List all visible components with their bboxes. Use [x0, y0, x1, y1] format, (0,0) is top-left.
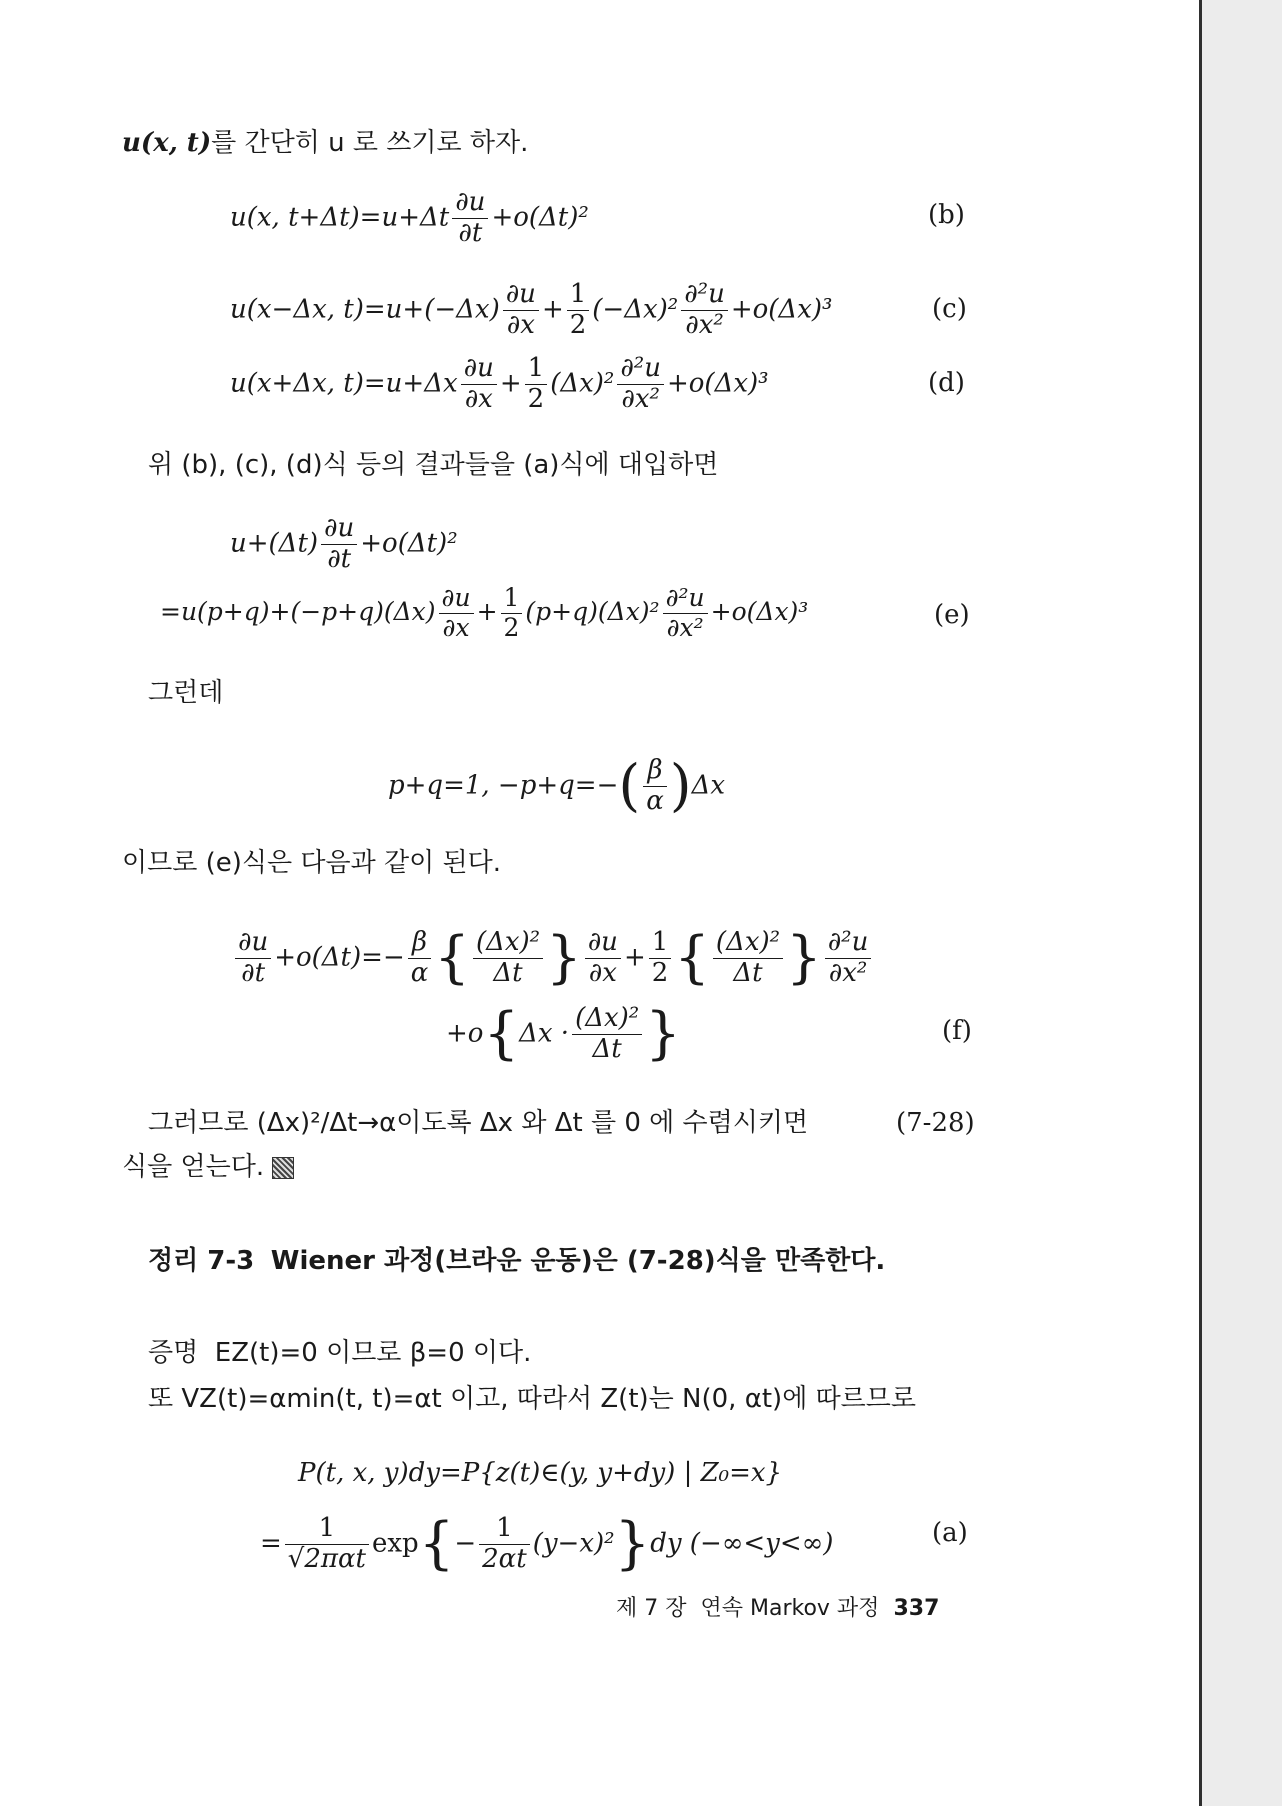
eq-c-half-num: 1 — [567, 280, 590, 311]
proof-line2: 또 VZ(t)=αmin(t, t)=αt 이고, 따라서 Z(t)는 N(0, αt)에 따르므로 — [148, 1384, 917, 1414]
however-text: 그런데 — [148, 678, 224, 708]
eq-f-den2: ∂x² — [828, 957, 868, 988]
substitute-text: 위 (b), (c), (d)식 등의 결과들을 (a)식에 대입하면 — [148, 450, 719, 480]
conclusion-line2 — [122, 1152, 294, 1183]
eq-a-num2: 1 — [479, 1514, 530, 1545]
eq-c-label: (c) — [932, 294, 967, 324]
eq-f-beta-frac — [408, 928, 432, 989]
equation-b — [230, 188, 589, 249]
eq-f-d2u — [825, 928, 872, 989]
equation-d — [230, 354, 769, 415]
eq-f-rbrace1: } — [546, 925, 582, 991]
footer-chapter: 제 7 장 — [616, 1596, 687, 1621]
eq-a-minus: − — [454, 1528, 477, 1559]
eq-a-frac2 — [479, 1514, 530, 1575]
eq-f-den1: ∂x — [588, 957, 617, 988]
eq-d-den2: ∂x² — [621, 383, 660, 414]
viewer-margin — [1202, 0, 1282, 1806]
qed-icon — [272, 1157, 294, 1179]
eq-a-label: (a) — [932, 1518, 968, 1548]
eq-e-rest: +o(Δx)³ — [710, 596, 809, 626]
eq-f-frac0 — [235, 928, 271, 989]
eq-f-den0: ∂t — [241, 957, 266, 988]
eq-f-frac1-num: (Δx)² — [473, 928, 543, 959]
intro-text: 를 간단히 u 로 쓰기로 하자. — [211, 128, 529, 158]
eq-e-frac1 — [439, 584, 474, 643]
eq-e-den1: ∂x — [442, 612, 470, 642]
conclusion-line1: 그러므로 (Δx)²/Δt→α이도록 Δx 와 Δt 를 0 에 수렴시키면 — [148, 1108, 809, 1138]
eq-f-half-den: 2 — [651, 957, 669, 988]
eq-a-lbrace: { — [418, 1511, 455, 1577]
eq-f-num2: ∂²u — [825, 928, 872, 959]
eq-pq-lhs: p+q=1, −p+q=− — [388, 770, 619, 801]
conclusion-ref: (7-28) — [896, 1108, 975, 1138]
page-footer — [616, 1596, 939, 1622]
eq-a-inner: (y−x)² — [532, 1528, 615, 1559]
equation-f-line2 — [446, 1001, 681, 1067]
eq-e-half — [501, 584, 523, 643]
eq-f-frac3 — [572, 1004, 642, 1065]
eq-d-num1: ∂u — [461, 354, 497, 385]
eq-f-lhs-rest: +o(Δt)=− — [274, 942, 405, 973]
eq-d-lhs: u(x+Δx, t)=u+Δx — [230, 368, 458, 399]
proof-line1-text: EZ(t)=0 이므로 β=0 이다. — [214, 1338, 532, 1368]
eq-f-half — [649, 928, 672, 989]
eq-c-lhs: u(x−Δx, t)=u+(−Δx) — [230, 294, 500, 325]
eq-d-mid: (Δx)² — [550, 368, 615, 399]
eq-e-label: (e) — [934, 600, 970, 630]
eq-f-lbrace1: { — [434, 925, 470, 991]
eq-f-num1: ∂u — [585, 928, 621, 959]
footer-page-number: 337 — [893, 1596, 940, 1621]
eq-a-exp: exp — [372, 1528, 419, 1559]
eq-pq-rest: Δx — [691, 770, 726, 801]
eq-e-num2: ∂²u — [663, 584, 708, 614]
eq-c-num1: ∂u — [503, 280, 539, 311]
eq-d-half — [525, 354, 548, 415]
conclusion-line2-text: 식을 얻는다. — [122, 1152, 265, 1182]
eq-c-frac1 — [503, 280, 539, 341]
eq-e-line1-rest: +o(Δt)² — [360, 528, 458, 559]
eq-pq-lparen: ( — [618, 753, 641, 819]
equation-c — [230, 280, 832, 341]
eq-e-half-num: 1 — [501, 584, 523, 614]
eq-f-half-num: 1 — [649, 928, 672, 959]
intro-prefix: u(x, t) — [122, 128, 212, 158]
eq-f-line2-prefix: +o — [446, 1018, 484, 1049]
eq-f-lbrace3: { — [483, 1001, 520, 1067]
eq-e-den2: ∂x² — [666, 612, 704, 642]
eq-c-half — [567, 280, 590, 341]
eq-b-num: ∂u — [452, 188, 488, 219]
footer-title: 연속 Markov 과정 — [700, 1596, 880, 1621]
eq-f-label: (f) — [942, 1016, 972, 1046]
eq-e-line1-frac — [321, 514, 357, 575]
eq-f-frac1 — [473, 928, 543, 989]
eq-e-line2-lhs: =u(p+q)+(−p+q)(Δx) — [160, 596, 436, 626]
eq-f-lbrace2: { — [674, 925, 710, 991]
eq-a-den1: √2παt — [287, 1543, 366, 1574]
eq-pq-den: α — [646, 785, 664, 816]
equation-a-line1: P(t, x, y)dy=P{z(t)∈(y, y+dy) | Z₀=x} — [298, 1458, 783, 1488]
theorem-line — [148, 1246, 885, 1277]
eq-f-beta: β — [408, 928, 432, 959]
eq-f-frac2-num: (Δx)² — [713, 928, 783, 959]
eq-e-frac2 — [663, 584, 708, 643]
eq-a-rbrace: } — [614, 1511, 651, 1577]
eq-a-frac1 — [285, 1514, 369, 1575]
eq-c-rest: +o(Δx)³ — [730, 294, 833, 325]
theorem-text: Wiener 과정(브라운 운동)은 (7-28)식을 만족한다. — [270, 1246, 886, 1276]
proof-label: 증명 — [148, 1338, 199, 1368]
eq-e-half-den: 2 — [503, 612, 520, 642]
eq-d-den1: ∂x — [464, 383, 493, 414]
eq-d-frac2 — [617, 354, 664, 415]
eq-e-line1-lhs: u+(Δt) — [230, 528, 319, 559]
eq-a-den2: 2αt — [482, 1543, 527, 1574]
eq-f-frac3-den: Δt — [592, 1033, 622, 1064]
eq-f-frac2 — [713, 928, 783, 989]
eq-pq-num: β — [643, 756, 667, 787]
equation-e-line1 — [230, 514, 458, 575]
eq-c-num2: ∂²u — [681, 280, 728, 311]
intro-line — [122, 128, 528, 159]
eq-e-line1-num: ∂u — [321, 514, 357, 545]
eq-d-half-den: 2 — [527, 383, 545, 414]
eq-e-line1-den: ∂t — [327, 543, 352, 574]
eq-c-mid: (−Δx)² — [592, 294, 679, 325]
eq-b-den: ∂t — [458, 217, 483, 248]
eq-d-rest: +o(Δx)³ — [666, 368, 769, 399]
eq-c-plus: + — [541, 294, 564, 325]
eq-f-frac2-den: Δt — [733, 957, 763, 988]
proof-line1 — [148, 1338, 531, 1369]
equation-a-line2 — [260, 1511, 834, 1577]
eq-d-num2: ∂²u — [617, 354, 664, 385]
eq-e-num1: ∂u — [439, 584, 474, 614]
eq-b-rest: +o(Δt)² — [491, 202, 589, 233]
equation-f-line1 — [232, 925, 874, 991]
eq-c-den2: ∂x² — [685, 309, 724, 340]
eq-f-num0: ∂u — [235, 928, 271, 959]
theorem-label: 정리 7-3 — [148, 1246, 255, 1276]
eq-d-plus: + — [499, 368, 522, 399]
eq-pq-rparen: ) — [669, 753, 692, 819]
eq-d-half-num: 1 — [525, 354, 548, 385]
eq-f-rbrace2: } — [786, 925, 822, 991]
eq-d-label: (d) — [928, 368, 965, 398]
eq-e-plus: + — [476, 596, 498, 626]
eq-b-label: (b) — [928, 200, 965, 230]
eq-c-frac2 — [681, 280, 728, 341]
eq-f-plus: + — [623, 942, 646, 973]
eq-a-num1: 1 — [285, 1514, 369, 1545]
eq-f-line2-mid: Δx · — [519, 1018, 570, 1049]
eq-a-rest: dy (−∞<y<∞) — [650, 1528, 834, 1559]
eq-d-frac1 — [461, 354, 497, 415]
equation-pq — [388, 753, 726, 819]
eq-b-lhs: u(x, t+Δt)=u+Δt — [230, 202, 450, 233]
eq-c-den1: ∂x — [506, 309, 535, 340]
therefore-text: 이므로 (e)식은 다음과 같이 된다. — [122, 848, 501, 878]
equation-e-line2 — [160, 584, 808, 643]
eq-e-mid: (p+q)(Δx)² — [525, 596, 660, 626]
eq-c-half-den: 2 — [569, 309, 587, 340]
eq-b-frac — [452, 188, 488, 249]
eq-f-alpha: α — [410, 957, 429, 988]
eq-f-frac3-num: (Δx)² — [572, 1004, 642, 1035]
eq-f-dudx — [585, 928, 621, 989]
eq-f-rbrace3: } — [645, 1001, 681, 1067]
eq-a-eq: = — [260, 1528, 282, 1559]
eq-f-frac1-den: Δt — [493, 957, 523, 988]
eq-pq-frac — [643, 756, 667, 817]
